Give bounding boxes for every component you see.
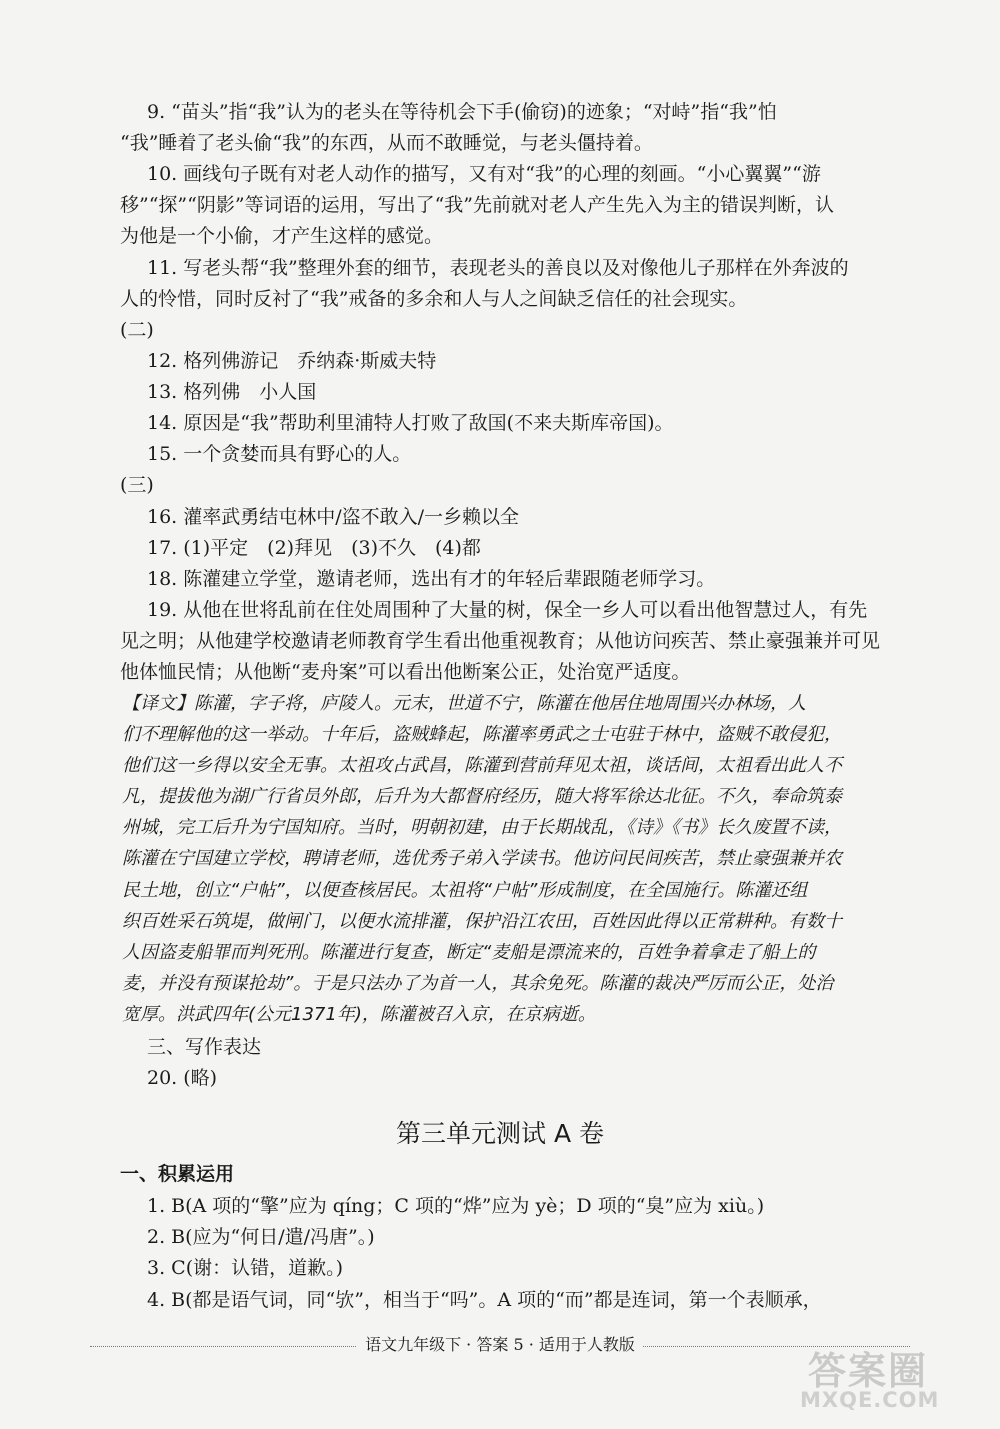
translation-line: 陈灌在宁国建立学校，聘请老师，选优秀子弟入学读书。他访问民间疾苦，禁止豪强兼并农: [122, 848, 842, 869]
footer-label: 语文九年级下 · 答案 5 · 适用于人教版: [357, 1335, 643, 1354]
answer-line: 13. 格列佛 小人国: [147, 381, 317, 403]
answer-line: 见之明；从他建学校邀请老师教育学生看出他重视教育；从他访问疾苦、禁止豪强兼并可见: [120, 630, 881, 652]
section-marker: (二): [120, 319, 154, 341]
translation-line: 麦，并没有预谋抢劫”。于是只法办了为首一人，其余免死。陈灌的裁决严厉而公正，处治: [122, 973, 834, 994]
answer-line: 16. 灌率武勇结屯林中/盗不敢入/一乡赖以全: [147, 506, 520, 528]
translation-line: 民土地，创立“户帖”，以便查核居民。太祖将“户帖”形成制度，在全国施行。陈灌还组: [122, 880, 808, 901]
translation-line: 宽厚。洪武四年(公元1371年)，陈灌被召入京，在京病逝。: [122, 1004, 596, 1025]
answer-line: “我”睡着了老头偷“我”的东西，从而不敢睡觉，与老头僵持着。: [120, 132, 653, 154]
section-heading: 三、写作表达: [147, 1036, 262, 1058]
translation-line: 们不理解他的这一举动。十年后，盗贼蜂起，陈灌率勇武之士屯驻于林中，盗贼不敢侵犯，: [122, 724, 842, 745]
answer-line: 17. (1)平定 (2)拜见 (3)不久 (4)都: [147, 537, 481, 559]
answer-line: 他体恤民情；从他断“麦舟案”可以看出他断案公正，处治宽严适度。: [120, 661, 691, 683]
translation-line: 州城，完工后升为宁国知府。当时，明朝初建，由于长期战乱，《诗》《书》长久废置不读，: [122, 817, 842, 838]
answer-line: 为他是一个小偷，才产生这样的感觉。: [120, 225, 444, 247]
answer-line: 2. B(应为“何日/遣/冯唐”。): [147, 1226, 375, 1248]
test-title: 第三单元测试 A 卷: [396, 1119, 604, 1148]
answer-line: 9. “苗头”指“我”认为的老头在等待机会下手(偷窃)的迹象；“对峙”指“我”怕: [147, 101, 777, 123]
answer-line: 12. 格列佛游记 乔纳森·斯威夫特: [147, 350, 437, 372]
answer-line: 3. C(谢：认错，道歉。): [147, 1257, 344, 1279]
watermark-logo: 答案圈: [808, 1349, 929, 1393]
answer-line: 15. 一个贪婪而具有野心的人。: [147, 443, 412, 465]
answer-line: 18. 陈灌建立学堂，邀请老师，选出有才的年轻后辈跟随老师学习。: [147, 568, 716, 590]
answer-line: 19. 从他在世将乱前在住处周围种了大量的树，保全一乡人可以看出他智慧过人，有先: [147, 599, 868, 621]
answer-line: 1. B(A 项的“擎”应为 qíng；C 项的“烨”应为 yè；D 项的“臭”应为 xiù。): [147, 1195, 765, 1217]
translation-line: 【译文】陈灌，字子将，庐陵人。元末，世道不宁，陈灌在他居住地周围兴办林场，人: [122, 693, 806, 714]
translation-line: 凡，提拔他为湖广行省员外郎，后升为大都督府经历，随大将军徐达北征。不久，奉命筑泰: [122, 786, 842, 807]
answer-line: 移”“探”“阴影”等词语的运用，写出了“我”先前就对老人产生先入为主的错误判断，认: [120, 194, 834, 216]
translation-line: 他们这一乡得以安全无事。太祖攻占武昌，陈灌到营前拜见太祖，谈话间，太祖看出此人不: [122, 755, 842, 776]
answer-line: 20. (略): [147, 1067, 218, 1089]
translation-line: 人因盗麦船罪而判死刑。陈灌进行复查，断定“麦船是漂流来的，百姓争着拿走了船上的: [122, 942, 816, 963]
section-marker: (三): [120, 474, 154, 496]
answer-line: 11. 写老头帮“我”整理外套的细节，表现老头的善良以及对像他儿子那样在外奔波的: [147, 257, 849, 279]
translation-line: 织百姓采石筑堤，做闸门，以便水流排灌，保护沿江农田，百姓因此得以正常耕种。有数十: [122, 911, 842, 932]
answer-line: 4. B(都是语气词，同“欤”，相当于“吗”。A 项的“而”都是连词，第一个表顺承，: [147, 1289, 822, 1311]
watermark-url: MXQE.COM: [800, 1388, 940, 1412]
answer-line: 人的怜惜，同时反衬了“我”戒备的多余和人与人之间缺乏信任的社会现实。: [120, 288, 748, 310]
section-heading: 一、积累运用: [120, 1163, 235, 1185]
watermark: [800, 1338, 990, 1418]
answer-line: 10. 画线句子既有对老人动作的描写，又有对“我”的心理的刻画。“小心翼翼”“游: [147, 163, 821, 185]
answer-line: 14. 原因是“我”帮助利里浦特人打败了敌国(不来夫斯库帝国)。: [147, 412, 674, 434]
